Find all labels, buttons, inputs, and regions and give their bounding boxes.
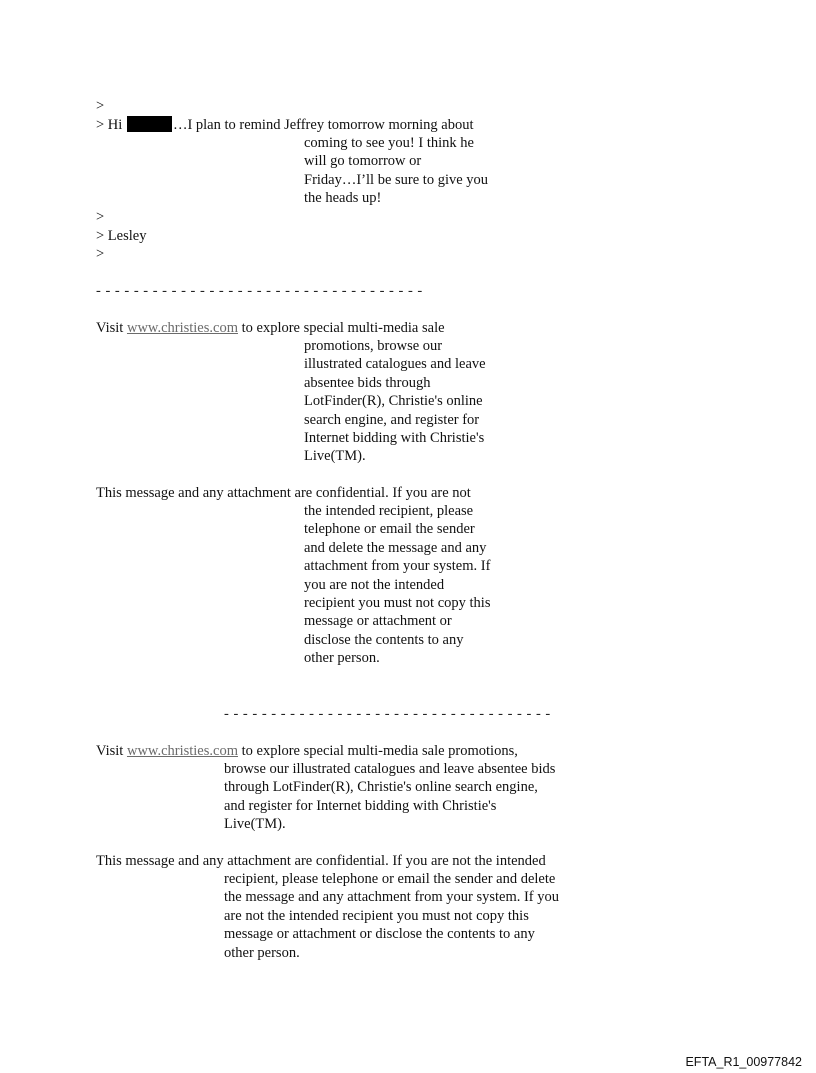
greeting-cont-line: Friday…I’ll be sure to give you [304,171,489,188]
redaction-block [127,116,172,132]
confidential-cont-line: other person. [304,650,380,667]
confidential-cont-line: recipient you must not copy this [304,595,491,612]
divider-rule-1: - - - - - - - - - - - - - - - - - - - - - - - - - - - - - - - - - - - [96,283,423,299]
confidential-cont-line: telephone or email the sender [304,521,475,538]
confidential-cont-line: message or attachment or disclose the contents to any [224,926,535,943]
confidential-cont-line: attachment from your system. If [304,558,491,575]
quote-marker-2: > [96,209,105,225]
confidential-cont-line: and delete the message and any [304,539,487,556]
confidential-continuation-2 [224,870,559,962]
document-id: EFTA_R1_00977842 [685,1055,802,1069]
greeting-cont-line: coming to see you! I think he [304,135,474,151]
greeting-rest: …I plan to remind Jeffrey tomorrow morning about [172,117,474,133]
promo-cont-line: Live(TM). [224,816,286,833]
confidential-cont-line: are not the intended recipient you must not copy this [224,907,529,924]
confidential-first-line-1: This message and any attachment are confidential. If you are not [96,485,471,501]
greeting-cont-line: the heads up! [304,190,382,207]
confidential-cont-line: recipient, please telephone or email the sender and delete [224,871,556,887]
visit-prefix: Visit [96,320,124,336]
visit-prefix: Visit [96,743,124,759]
divider-rule-2: - - - - - - - - - - - - - - - - - - - - - - - - - - - - - - - - - - - [224,706,551,722]
christies-link[interactable]: www.christies.com [126,743,238,759]
christies-link[interactable]: www.christies.com [126,320,238,336]
confidential-cont-line: the intended recipient, please [304,503,474,519]
promo-cont-line: and register for Internet bidding with Christie's [224,797,497,814]
quote-marker-1: > [96,98,105,114]
confidential-cont-line: disclose the contents to any [304,631,464,648]
promo-cont-line: through LotFinder(R), Christie's online search engine, [224,779,538,796]
confidential-cont-line: other person. [224,944,300,961]
confidential-cont-line: message or attachment or [304,613,452,630]
greeting-line [96,116,473,134]
promo-cont-line: promotions, browse our [304,338,443,354]
signature-line: > Lesley [96,228,147,244]
visit-rest: to explore special multi-media sale promotions, [241,743,518,759]
promo-cont-line: LotFinder(R), Christie's online [304,393,483,410]
greeting-cont-line: will go tomorrow or [304,153,422,170]
promo-cont-line: Live(TM). [304,448,366,465]
promo-continuation-2 [224,760,555,834]
confidential-cont-line: the message and any attachment from your system. If you [224,889,560,906]
greeting-continuation [304,134,488,208]
greeting-prefix: > Hi [96,117,123,133]
confidential-continuation-1 [304,502,490,668]
visit-rest: to explore special multi-media sale [241,320,445,336]
promo-cont-line: search engine, and register for [304,411,480,428]
promo-first-line-2 [96,742,518,760]
promo-cont-line: illustrated catalogues and leave [304,356,486,373]
confidential-cont-line: you are not the intended [304,576,445,593]
promo-continuation-1 [304,337,486,466]
confidential-first-line-2: This message and any attachment are confidential. If you are not the intended [96,853,546,869]
promo-cont-line: Internet bidding with Christie's [304,430,485,447]
promo-first-line-1 [96,319,445,337]
promo-cont-line: browse our illustrated catalogues and leave absentee bids [224,761,556,777]
quote-marker-3: > [96,246,105,262]
promo-cont-line: absentee bids through [304,374,431,391]
